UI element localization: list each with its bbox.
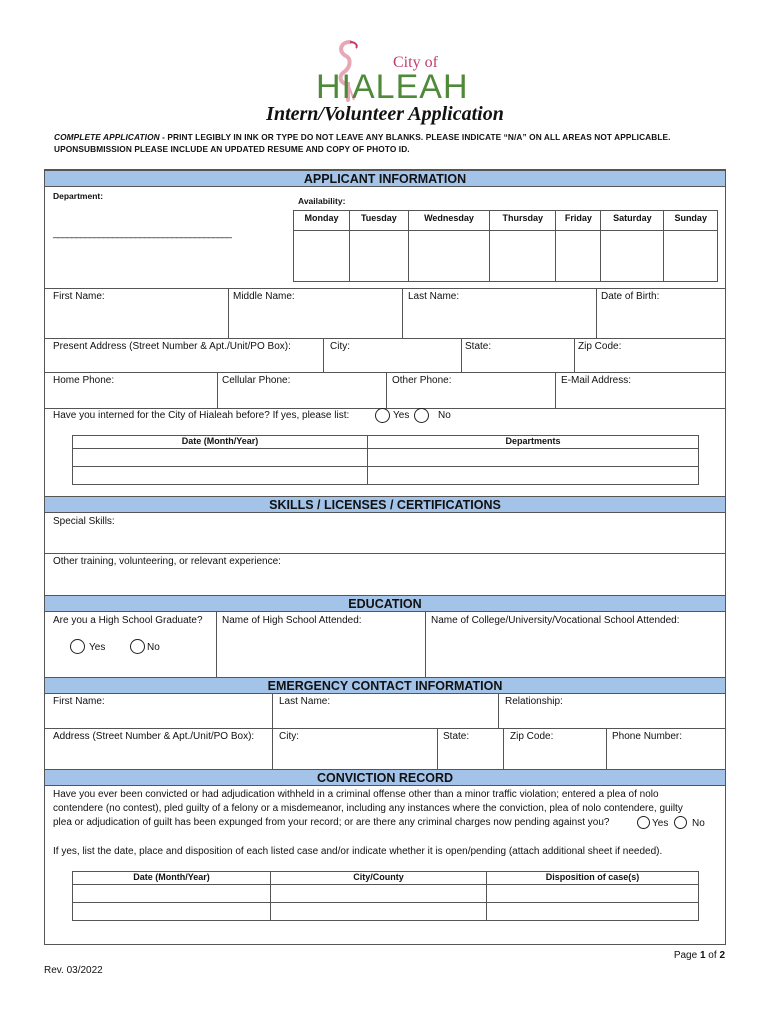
divider — [45, 728, 725, 729]
divider — [596, 288, 597, 338]
conviction-yes-radio[interactable] — [637, 816, 650, 829]
day-thursday: Thursday — [490, 211, 556, 231]
section-emergency-header: EMERGENCY CONTACT INFORMATION — [45, 677, 725, 694]
day-sunday: Sunday — [664, 211, 718, 231]
table-cell[interactable] — [271, 885, 487, 903]
section-education-header: EDUCATION — [45, 595, 725, 612]
divider — [45, 288, 725, 289]
other-phone-field[interactable]: Other Phone: — [392, 375, 452, 386]
section-conviction-header: CONVICTION RECORD — [45, 769, 725, 786]
divider — [437, 728, 438, 769]
divider — [386, 372, 387, 408]
section-applicant-header: APPLICANT INFORMATION — [45, 170, 725, 187]
page-of: of — [705, 950, 720, 961]
email-field[interactable]: E-Mail Address: — [561, 375, 632, 386]
page-number — [674, 950, 725, 961]
day-friday: Friday — [556, 211, 601, 231]
home-phone-field[interactable]: Home Phone: — [53, 375, 115, 386]
hs-yes-radio[interactable] — [70, 639, 85, 654]
col-city-county: City/County — [271, 872, 487, 885]
conviction-yes-label: Yes — [652, 818, 669, 829]
city-field[interactable]: City: — [330, 341, 350, 352]
divider — [574, 338, 575, 372]
divider — [323, 338, 324, 372]
hs-no-label: No — [147, 642, 160, 653]
divider — [425, 612, 426, 677]
availability-cell[interactable] — [408, 231, 489, 282]
college-field[interactable]: Name of College/University/Vocational School Attended: — [431, 615, 680, 626]
divider — [272, 728, 273, 769]
availability-cell[interactable] — [490, 231, 556, 282]
availability-cell[interactable] — [664, 231, 718, 282]
first-name-field[interactable]: First Name: — [53, 291, 105, 302]
hs-no-radio[interactable] — [130, 639, 145, 654]
divider — [461, 338, 462, 372]
ec-address-field[interactable]: Address (Street Number & Apt./Unit/PO Box): — [53, 731, 255, 742]
zip-field[interactable]: Zip Code: — [578, 341, 622, 352]
revision-date: Rev. 03/2022 — [44, 965, 103, 976]
divider — [498, 694, 499, 728]
dob-field[interactable]: Date of Birth: — [601, 291, 660, 302]
interned-yes-radio[interactable] — [375, 408, 390, 423]
table-cell[interactable] — [368, 467, 699, 485]
hs-graduate-question: Are you a High School Graduate? — [53, 615, 203, 626]
ec-phone-field[interactable]: Phone Number: — [612, 731, 683, 742]
availability-table — [293, 210, 718, 282]
conviction-question-3: plea or adjudication of guilt has been expunged from your record; or are there any criminal charges now pending against you? — [53, 817, 610, 828]
logo-name: HIALEAH — [316, 68, 469, 106]
conviction-no-radio[interactable] — [674, 816, 687, 829]
availability-label: Availability: — [298, 196, 346, 206]
interned-no-label: No — [438, 410, 451, 421]
department-label: Department: — [53, 191, 104, 201]
col-date: Date (Month/Year) — [73, 436, 368, 449]
conviction-no-label: No — [692, 818, 705, 829]
page-title: Intern/Volunteer Application — [266, 103, 504, 125]
divider — [45, 553, 725, 554]
other-training-field[interactable]: Other training, volunteering, or relevant experience: — [53, 556, 281, 567]
page-total: 2 — [719, 950, 725, 961]
divider — [45, 372, 725, 373]
instructions-body: PRINT LEGIBLY IN INK OR TYPE DO NOT LEAVE ANY BLANKS. PLEASE INDICATE “N/A” ON ALL AREAS NOT APPLICABLE. UPONSUBMISSION PLEASE INCLUDE AN UPDATED RESUME AND COPY OF PHOTO ID. — [54, 132, 671, 154]
table-cell[interactable] — [73, 885, 271, 903]
ec-relationship-field[interactable]: Relationship: — [505, 696, 563, 707]
divider — [503, 728, 504, 769]
divider — [402, 288, 403, 338]
hs-name-field[interactable]: Name of High School Attended: — [222, 615, 362, 626]
availability-cell[interactable] — [601, 231, 664, 282]
special-skills-field[interactable]: Special Skills: — [53, 516, 115, 527]
col-date: Date (Month/Year) — [73, 872, 271, 885]
table-cell[interactable] — [487, 903, 699, 921]
city-logo — [300, 38, 470, 106]
department-field[interactable]: _______________________________________ — [53, 228, 231, 239]
state-field[interactable]: State: — [465, 341, 492, 352]
table-cell[interactable] — [73, 903, 271, 921]
divider — [217, 372, 218, 408]
divider — [606, 728, 607, 769]
internship-history-table — [72, 435, 699, 485]
day-monday: Monday — [294, 211, 350, 231]
interned-yes-label: Yes — [393, 410, 410, 421]
instructions — [54, 131, 694, 155]
logo-city-of: City of — [393, 54, 438, 71]
instructions-lead: COMPLETE APPLICATION - — [54, 132, 165, 142]
divider — [228, 288, 229, 338]
middle-name-field[interactable]: Middle Name: — [233, 291, 295, 302]
table-cell[interactable] — [73, 449, 368, 467]
page-current: 1 — [699, 950, 706, 961]
divider — [45, 338, 725, 339]
section-skills-header: SKILLS / LICENSES / CERTIFICATIONS — [45, 496, 725, 513]
divider — [216, 612, 217, 677]
ec-city-field[interactable]: City: — [279, 731, 299, 742]
availability-cell[interactable] — [556, 231, 601, 282]
day-saturday: Saturday — [601, 211, 664, 231]
conviction-instructions: If yes, list the date, place and disposition of each listed case and/or indicate whether it is open/pending (attach additional sheet if needed). — [53, 846, 663, 857]
ec-state-field[interactable]: State: — [443, 731, 470, 742]
page-prefix: Page — [673, 950, 700, 961]
day-wednesday: Wednesday — [408, 211, 489, 231]
table-cell[interactable] — [271, 903, 487, 921]
col-departments: Departments — [368, 436, 699, 449]
availability-cell[interactable] — [294, 231, 350, 282]
ec-zip-field[interactable]: Zip Code: — [510, 731, 554, 742]
col-disposition: Disposition of case(s) — [487, 872, 699, 885]
cell-phone-field[interactable]: Cellular Phone: — [222, 375, 291, 386]
hs-yes-label: Yes — [89, 642, 106, 653]
interned-no-radio[interactable] — [414, 408, 429, 423]
conviction-question-1: Have you ever been convicted or had adjudication withheld in a criminal offense other than a minor traffic violation; entered a plea of nolo — [53, 789, 659, 800]
conviction-question-2: contendere (no contest), pled guilty of a felony or a misdemeanor, including any instances where the conviction, plea of nolo contendere, guilty — [53, 803, 683, 814]
availability-cell[interactable] — [349, 231, 408, 282]
divider — [272, 694, 273, 728]
address-field[interactable]: Present Address (Street Number & Apt./Unit/PO Box): — [53, 341, 291, 352]
table-cell[interactable] — [487, 885, 699, 903]
ec-last-name-field[interactable]: Last Name: — [279, 696, 331, 707]
day-tuesday: Tuesday — [349, 211, 408, 231]
conviction-table — [72, 871, 699, 921]
ec-first-name-field[interactable]: First Name: — [53, 696, 105, 707]
table-cell[interactable] — [73, 467, 368, 485]
interned-question: Have you interned for the City of Hialeah before? If yes, please list: — [53, 410, 350, 421]
divider — [555, 372, 556, 408]
table-cell[interactable] — [368, 449, 699, 467]
last-name-field[interactable]: Last Name: — [408, 291, 460, 302]
